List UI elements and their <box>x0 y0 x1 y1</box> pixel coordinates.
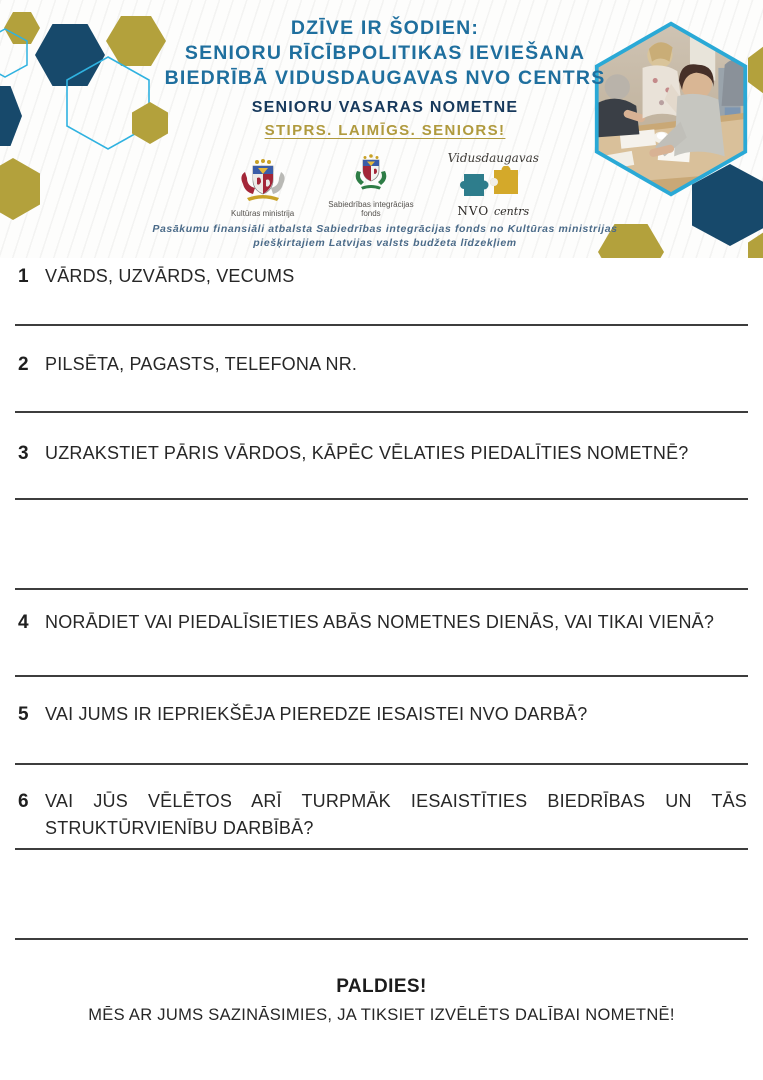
answer-line <box>15 411 748 413</box>
page-title-line1: DZĪVE IR ŠODIEN: <box>290 17 480 39</box>
page-title-line2: SENIORU RĪCĪBPOLITIKAS IEVIEŠANA <box>184 42 586 64</box>
question-6-number: 6 <box>18 791 29 812</box>
question-6 <box>18 788 747 842</box>
funding-note-line1: Pasākumu finansiāli atbalsta Sabiedrības integrācijas fonds no Kultūras ministrijas <box>152 223 618 235</box>
question-6-text: VAI JŪS VĒLĒTOS ARĪ TURPMĀK IESAISTĪTIES BIEDRĪBAS UN TĀS STRUKTŪRVIENĪBU DARBĪBĀ? <box>45 791 747 838</box>
funding-note-line2: piešķirtajiem Latvijas valsts budžeta līdzekļiem <box>253 237 517 249</box>
question-1 <box>18 263 747 290</box>
answer-line <box>15 588 748 590</box>
answer-line <box>15 848 748 850</box>
sabiedribas-integracijas-fonds-logo <box>328 153 413 218</box>
funding-note <box>120 222 650 250</box>
hexagon-gold-decoration <box>0 158 40 220</box>
kulturas-ministrija-logo <box>231 158 294 218</box>
header-banner <box>0 0 763 258</box>
kulturas-ministrija-caption: Kultūras ministrija <box>231 209 295 218</box>
event-slogan: STIPRS. LAIMĪGS. SENIORS! <box>264 122 506 139</box>
question-3-text: UZRAKSTIET PĀRIS VĀRDOS, KĀPĒC VĒLATIES PIEDALĪTIES NOMETNĒ? <box>45 443 689 463</box>
hexagon-outline-decoration <box>0 28 28 78</box>
question-3-number: 3 <box>18 443 29 464</box>
sif-caption-line1: Sabiedrības integrācijas <box>328 200 414 209</box>
question-2-number: 2 <box>18 354 29 375</box>
event-subtitle: SENIORU VASARAS NOMETNE <box>251 99 519 116</box>
footer-note: MĒS AR JUMS SAZINĀSIMIES, JA TIKSIET IZVĒLĒTS DALĪBAI NOMETNĒ! <box>88 1006 675 1024</box>
question-4-number: 4 <box>18 612 29 633</box>
puzzle-pieces-icon <box>456 166 530 198</box>
footer-thanks: PALDIES! <box>336 976 427 997</box>
question-2-text: PILSĒTA, PAGASTS, TELEFONA NR. <box>45 354 358 374</box>
latvia-coat-of-arms-icon <box>237 158 289 202</box>
question-3 <box>18 440 747 467</box>
vidusdaugavas-nvo-centrs-logo <box>448 151 539 218</box>
answer-line <box>15 324 748 326</box>
answer-line <box>15 763 748 765</box>
answer-line <box>15 498 748 500</box>
partner-logos-row <box>150 148 620 218</box>
question-5-number: 5 <box>18 704 29 725</box>
sif-coat-of-arms-icon <box>351 153 391 193</box>
nvo-logo-name-italic: centrs <box>494 205 530 218</box>
page-title-line3: BIEDRĪBĀ VIDUSDAUGAVAS NVO CENTRS <box>164 67 606 89</box>
question-5 <box>18 701 747 728</box>
answer-line <box>15 938 748 940</box>
answer-line <box>15 675 748 677</box>
nvo-logo-name-roman: NVO <box>457 204 490 218</box>
hexagon-gold-decoration <box>748 46 763 94</box>
nvo-logo-name <box>448 204 539 218</box>
question-2 <box>18 351 747 378</box>
question-4 <box>18 609 747 636</box>
question-5-text: VAI JUMS IR IEPRIEKŠĒJA PIEREDZE IESAISTEI NVO DARBĀ? <box>45 704 588 724</box>
question-1-text: VĀRDS, UZVĀRDS, VECUMS <box>45 266 295 286</box>
question-1-number: 1 <box>18 266 29 287</box>
hexagon-navy-decoration <box>0 86 22 146</box>
question-4-text: NORĀDIET VAI PIEDALĪSIETIES ABĀS NOMETNES DIENĀS, VAI TIKAI VIENĀ? <box>45 612 715 632</box>
hexagon-gold-decoration <box>748 232 763 258</box>
sif-caption-line2: fonds <box>361 209 381 218</box>
nvo-logo-script-text: Vidusdaugavas <box>447 151 539 165</box>
header-title-block <box>150 16 620 139</box>
